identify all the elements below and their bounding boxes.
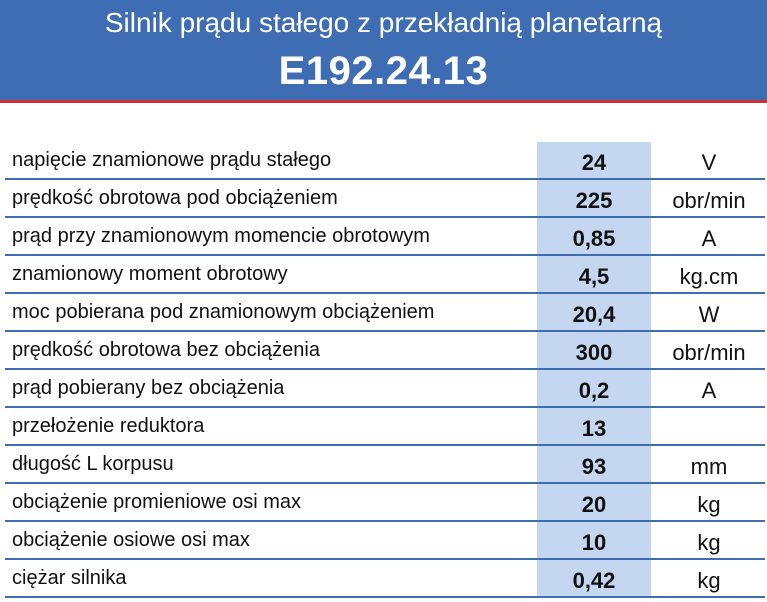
spec-label: prędkość obrotowa bez obciążenia <box>12 339 320 361</box>
spec-value: 10 <box>537 522 651 560</box>
spec-row-rated-torque <box>0 256 767 294</box>
spec-value: 93 <box>537 446 651 484</box>
spec-row-speed-under-load <box>0 180 767 218</box>
product-title: Silnik prądu stałego z przekładnią planetarną <box>104 7 663 38</box>
spec-row-rated-voltage <box>0 142 767 180</box>
spec-row-radial-load <box>0 484 767 522</box>
spec-label: obciążenie promieniowe osi max <box>12 491 302 513</box>
spec-row-rated-current <box>0 218 767 256</box>
spec-value: 300 <box>537 332 651 370</box>
spec-label: napięcie znamionowe prądu stałego <box>12 149 332 171</box>
spec-value: 20,4 <box>537 294 651 332</box>
spec-unit: mm <box>690 454 728 479</box>
spec-label: ciężar silnika <box>12 567 127 589</box>
spec-unit: obr/min <box>672 340 746 365</box>
spec-unit: A <box>701 378 717 403</box>
spec-row-body-length <box>0 446 767 484</box>
spec-unit: kg <box>697 568 721 593</box>
title-banner <box>0 0 767 103</box>
spec-label: prąd przy znamionowym momencie obrotowym <box>12 225 430 247</box>
spec-value: 0,42 <box>537 560 651 598</box>
spec-label: prąd pobierany bez obciążenia <box>12 377 285 399</box>
spec-row-axial-load <box>0 522 767 560</box>
spec-label: prędkość obrotowa pod obciążeniem <box>12 187 338 209</box>
spec-label: obciążenie osiowe osi max <box>12 529 250 551</box>
spec-value: 20 <box>537 484 651 522</box>
model-number: E192.24.13 <box>278 49 489 93</box>
spec-row-gear-ratio <box>0 408 767 446</box>
spec-unit: kg <box>697 492 721 517</box>
spec-unit: A <box>701 226 717 251</box>
spec-value: 0,85 <box>537 218 651 256</box>
spec-label: długość L korpusu <box>12 453 174 475</box>
spec-value: 13 <box>537 408 651 446</box>
spec-value: 24 <box>537 142 651 180</box>
specification-table <box>0 142 767 598</box>
spec-row-no-load-current <box>0 370 767 408</box>
spec-value: 0,2 <box>537 370 651 408</box>
spec-unit: V <box>701 150 717 175</box>
spec-row-power-consumption <box>0 294 767 332</box>
spec-unit: kg <box>697 530 721 555</box>
spec-value: 225 <box>537 180 651 218</box>
spec-unit: W <box>698 302 720 327</box>
spec-row-motor-weight <box>0 560 767 598</box>
spec-unit: obr/min <box>672 188 746 213</box>
spec-label: znamionowy moment obrotowy <box>12 263 288 285</box>
spec-label: moc pobierana pod znamionowym obciążeniem <box>12 301 435 323</box>
spec-unit: kg.cm <box>679 264 739 289</box>
spec-row-no-load-speed <box>0 332 767 370</box>
spec-value: 4,5 <box>537 256 651 294</box>
spec-label: przełożenie reduktora <box>12 415 205 437</box>
spec-unit <box>651 408 767 446</box>
